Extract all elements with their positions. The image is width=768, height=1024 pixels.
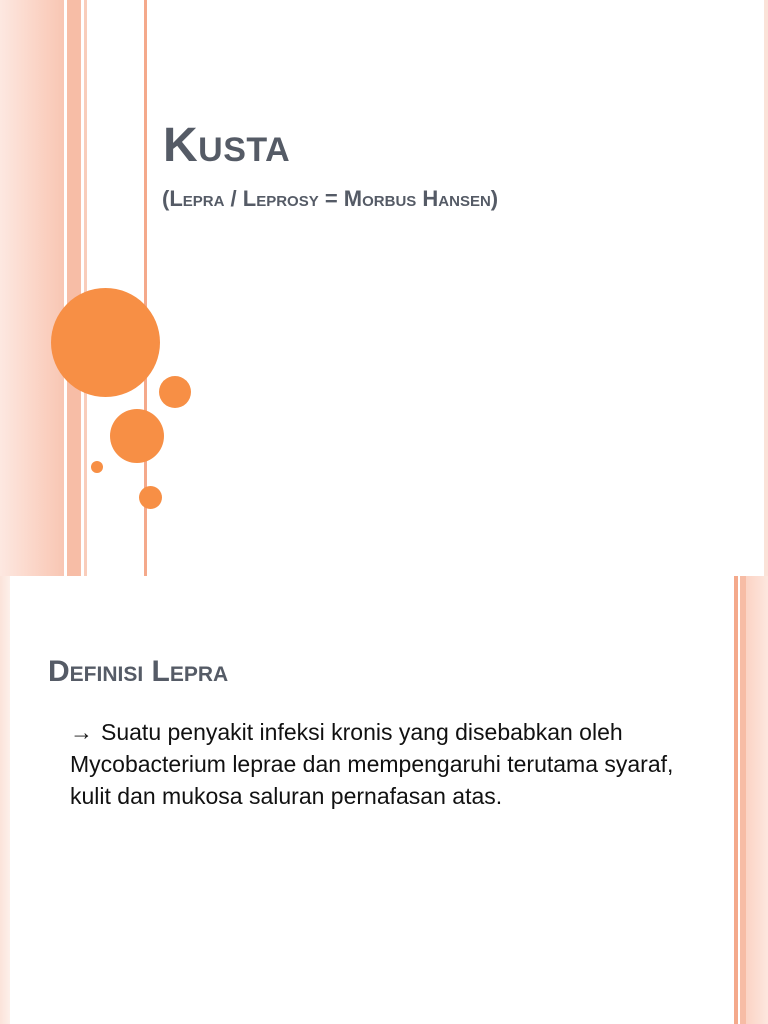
right-arrow-icon: → — [70, 719, 93, 745]
decorative-stripe — [764, 0, 768, 576]
decorative-stripe — [67, 0, 81, 576]
decorative-stripe — [746, 576, 768, 1024]
decorative-stripe — [0, 0, 64, 576]
decorative-circle — [91, 461, 103, 473]
decorative-circle — [51, 288, 160, 397]
slide-title: Kusta — [163, 119, 291, 172]
decorative-stripe — [734, 576, 738, 1024]
section-heading: Definisi Lepra — [48, 655, 229, 688]
slide-subtitle: (Lepra / Leprosy = Morbus Hansen) — [162, 186, 499, 211]
decorative-circle — [159, 376, 191, 408]
decorative-circle — [110, 409, 164, 463]
decorative-stripe — [84, 0, 87, 576]
definition-body: Suatu penyakit infeksi kronis yang disebabkan oleh Mycobacterium leprae dan mempengaruhi terutama syaraf, kulit dan mukosa saluran pernafasan atas. — [70, 719, 674, 810]
decorative-stripe — [0, 576, 10, 1024]
decorative-circle — [139, 486, 162, 509]
definition-text — [70, 716, 720, 813]
slide-2 — [0, 576, 768, 1024]
